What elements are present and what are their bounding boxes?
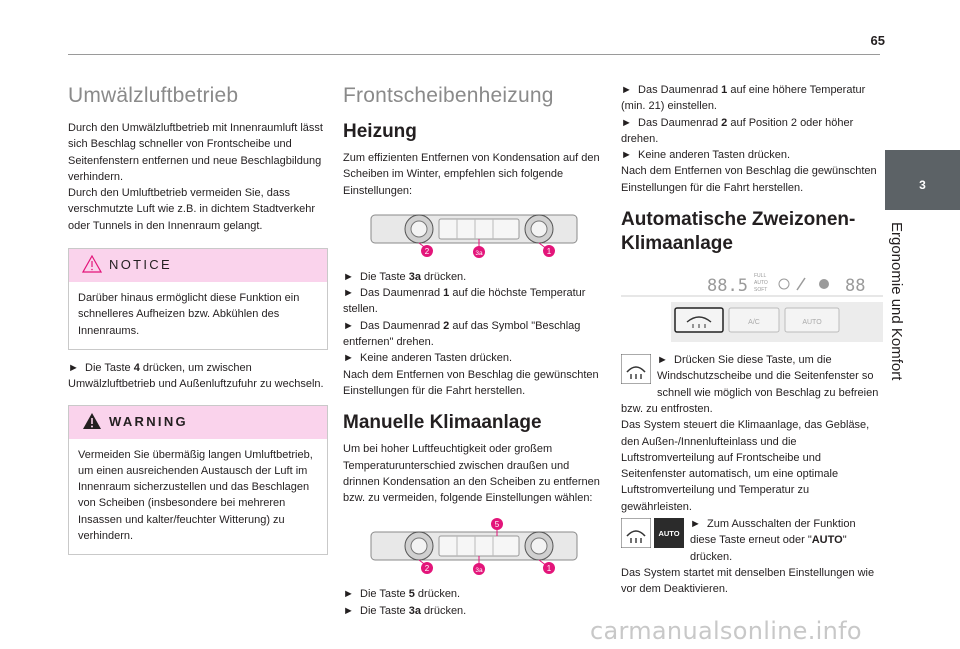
step-arrow-icon: ► [343,604,354,617]
subheading-manual-ac: Manuelle Klimaanlage [343,412,542,434]
step-arrow-icon: ► [343,270,354,283]
panel-callout-1: 1 [546,564,552,574]
press-text: ► Drücken Sie diese Taste, um die Windschutzscheibe und die Seitenfenster so schnell wie möglich von Beschlag zu befreien bzw. zu entfrosten. [621,354,879,415]
step-ref: 4 [133,361,140,374]
paragraph: Durch den Umwälzluftbetrieb mit Innenraumluft lässt sich Beschlag schneller von Frontscheibe und Seitenfenstern entfernen und neue Beschlagbildung verhindern. [68,122,323,183]
panel-display-left: 88.5 [707,276,748,297]
auto-icon-label: AUTO [658,529,680,539]
paragraph: Durch den Umluftbetrieb vermeiden Sie, dass verschmutzte Luft wie z.B. in dichtem Stadtverkehr oder Tunnels in den Innenraum gelangt. [68,187,315,232]
step-item: ► Keine anderen Tasten drücken. [621,149,791,162]
panel-mini-label: AUTO [754,280,768,287]
panel-callout-2: 2 [424,564,430,574]
page-number: 65 [870,33,885,48]
step-arrow-icon: ► [343,588,354,601]
defrost-button-icon [621,518,651,548]
paragraph: Um bei hoher Luftfeuchtigkeit oder großem Temperaturunterschied zwischen draußen und drinnen Kondensation an den Scheiben zu entfernen bzw. zu vermeiden, folgende Einstellungen wählen: [343,443,600,505]
panel-callout-1: 1 [546,246,552,256]
subheading-heating: Heizung [343,121,417,142]
defrost-button-icon [621,354,651,384]
chapter-tab-number: 3 [919,178,926,192]
control-panel-auto-ac-image [621,266,883,344]
step-text: drücken, um zwischen Umwälzluftbetrieb und Außenluftzufuhr zu wechseln. [68,361,324,391]
step-arrow-icon: ► [621,149,632,162]
step-arrow-icon: ► [690,518,701,531]
control-panel-heating-image [369,209,579,261]
panel-mini-label: SOFT [754,287,768,294]
paragraph: Zum effizienten Entfernen von Kondensation auf den Scheiben im Winter, empfehlen sich folgende Einstellungen: [343,152,600,197]
panel-callout-2: 2 [424,246,430,256]
warning-body: Vermeiden Sie übermäßig langen Umluftbetrieb, um einen ausreichenden Austausch der Luft im Innenraum sicherzustellen und das Beschlagen von Scheiben (insbesondere bei mehreren Insassen und kalter/feuchter Witterung) zu verhindern. [78,448,313,543]
off-text: ► Zum Ausschalten der Funktion diese Taste erneut oder "AUTO" drücken. [690,518,856,563]
column-auto-ac [621,82,883,598]
step-arrow-icon: ► [343,319,354,332]
notice-triangle-icon [82,255,102,273]
heading-recirculation: Umwälzluftbetrieb [68,84,239,107]
paragraph: Nach dem Entfernen von Beschlag die gewünschten Einstellungen für die Fahrt herstellen. [621,165,877,194]
notice-body: Darüber hinaus ermöglicht diese Funktion ein schnelleres Aufheizen bzw. Abkühlen des Innenraums. [78,292,300,337]
panel-callout-3a: 3a [475,249,483,257]
step-arrow-icon: ► [68,361,79,374]
off-block [621,516,883,597]
column-defrost [343,82,605,619]
step-item: ► Die Taste 5 drücken. [343,588,461,601]
panel-button-ac: A/C [748,319,760,327]
final-text: Das System startet mit denselben Einstellungen wie vor dem Deaktivieren. [621,566,875,596]
step-item: ► Das Daumenrad 1 auf die höchste Temperatur stellen. [343,287,586,316]
warning-box [68,405,328,556]
notice-box [68,248,328,350]
chapter-title-text: Ergonomie und Komfort [888,222,905,381]
step-arrow-icon: ► [621,84,632,96]
step-item: ► Das Daumenrad 2 auf das Symbol "Beschlag entfernen" drehen. [343,319,581,349]
panel-callout-5: 5 [494,520,500,530]
notice-header [69,249,327,282]
warning-triangle-icon [82,412,102,430]
panel-button-auto: AUTO [802,319,822,327]
step-item: ► Die Taste 3a drücken. [343,604,467,617]
subheading-auto-ac: Automatische Zweizonen-Klimaanlage [621,209,856,255]
panel-display-right: 88 [845,276,866,297]
warning-header [69,406,327,439]
step-arrow-icon: ► [657,354,668,367]
step-item: ► Die Taste 3a drücken. [343,270,467,283]
step-arrow-icon: ► [621,116,632,129]
step-item [68,360,328,393]
panel-callout-3a: 3a [475,567,483,575]
step-item: ► Das Daumenrad 1 auf eine höhere Temperatur (min. 21) einstellen. [621,84,866,113]
heading-defrost: Frontscheibenheizung [343,84,554,107]
panel-mini-label: FULL [754,273,767,280]
step-item: ► Keine anderen Tasten drücken. [343,352,513,365]
paragraph: Nach dem Entfernen von Beschlag die gewünschten Einstellungen für die Fahrt herstellen. [343,368,599,397]
system-text: Das System steuert die Klimaanlage, das Gebläse, den Außen-/Innenlufteinlass und die Luftstromverteilung auf Frontscheibe und Seitenfenster automatisch, um eine optimale Luftstromverteilung und Temperatur zu gewährleisten. [621,419,870,513]
step-text: Die Taste [85,361,134,374]
step-item: ► Das Daumenrad 2 auf Position 2 oder höher drehen. [621,116,854,145]
control-panel-manual-ac-image [369,516,579,578]
auto-button-icon [654,518,684,548]
press-block [621,352,883,515]
chapter-tab[interactable] [885,150,960,210]
warning-label: WARNING [109,413,188,429]
top-rule [68,54,880,55]
column-recirculation [68,82,328,555]
watermark: carmanualsonline.info [590,617,862,645]
step-arrow-icon: ► [343,287,354,300]
notice-label: NOTICE [109,257,172,273]
step-arrow-icon: ► [343,352,354,365]
